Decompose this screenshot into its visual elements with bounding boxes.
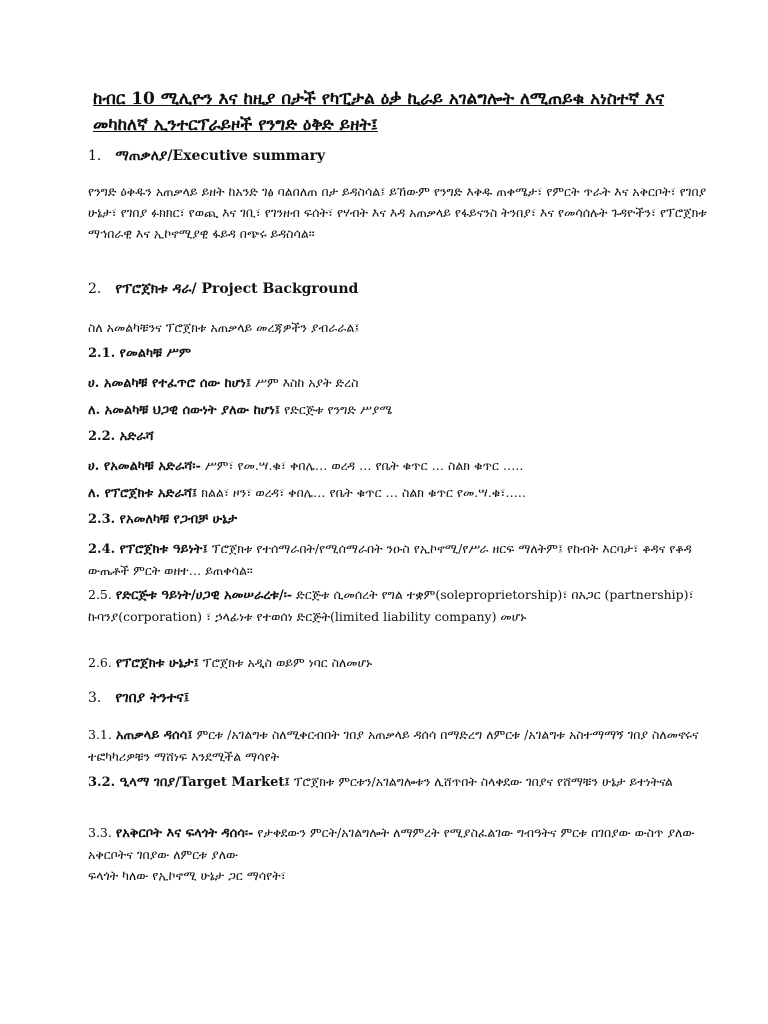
item-2-1-b-label: ለ. አመልካቹ ህጋዊ ሰውነት ያለው ከሆነ፤ [88,403,281,418]
subsection-3-2-text: ፕሮጀክቱ ምርቱን/አገልግሎቱን ሊሸጥበት ስላቀደው ገበያና የሸማቹን ሁኔታ ይተነትናል [293,774,673,789]
subsection-2-4-text: ፕሮጀክቱ የተሰማራበት/የሚሰማራበት ንዑስ የኢኮኖሚ/የሥራ ዘርፍ ማለትም፤ የከብት እርባታ፣ ቆዳና የቆዳ ውጤቶች ምርት ወዘተ… ይጠቀሳል። [88,541,692,578]
item-2-2-a-label: ሀ. የአመልካቹ አድራሻ፡- [88,459,201,474]
subsection-2-4-label: 2.4. የፕሮጀክቱ ዓይነት፤ [88,542,208,557]
subsection-2-3: 2.3. የአመለካቹ የጋብቻ ሁኔታ [88,512,238,527]
item-2-1-b [88,399,728,421]
subsection-2-5-label: የድርጅቱ ዓይነት/ሀጋዊ አመሠራረቱ/፡- [115,588,293,603]
section-1-number: 1. [88,148,102,164]
subsection-3-1-label: አጠቃላይ ዳሰሳ፤ [115,728,193,743]
subsection-2-5 [88,584,728,627]
item-2-2-b [88,482,728,504]
section-2-heading [88,279,728,300]
subsection-2-1: 2.1. የመልካቹ ሥም [88,346,192,361]
item-2-1-b-text: የድርጅቱ የንግድ ሥያሜ [284,402,393,417]
subsection-2-2: 2.2. አድራሻ [88,429,154,444]
subsection-3-3-text-1: የታቀደውን ምርት/አገልግሎት ለማምረት የሚያስፈልገው ግብዓትና ምርቱ በገበያው ውስጥ ያለው አቅርቦትና ገበያው ለምርቱ ያለው [88,825,695,862]
subsection-2-6-label: የፕሮጀክቱ ሁኔታ፤ [115,656,199,671]
item-2-1-a [88,372,728,394]
subsection-2-6-number: 2.6. [88,655,112,670]
section-2-title: የፕሮጀክቱ ዳራ/ Project Background [115,281,359,297]
subsection-2-4 [88,538,728,581]
subsection-3-1 [88,724,728,767]
subsection-3-1-text: ምርቱ /አገልግቱ ስለሚቀርብበት ገበያ አጠቃላይ ዳሰሳ በማድረግ ለምርቱ /አገልግቱ አስተማማኝ ገበያ ስለመኖሩና ተፎካካሪዎቹን ማሸነፍ እንደሚችል ማሳየት [88,727,699,764]
subsection-3-3-label: የአቅርቦት እና ፍላጎት ዳሰሳ፡- [115,826,254,841]
subsection-2-5-number: 2.5. [88,587,112,602]
subsection-3-3-text-2: ፍላጎት ካለው የኢኮኖሚ ሁኔታ ጋር ማሳየት፣ [88,868,286,883]
item-2-1-a-label: ሀ. አመልካቹ የተፈጥሮ ሰው ከሆነ፤ [88,376,252,391]
item-2-2-b-text: ክልል፣ ዞን፣ ወረዳ፣ ቀበሌ… የቤት ቁጥር … ስልክ ቁጥር የመ.ሣ.ቁ፣….. [201,485,526,500]
item-2-2-a-text: ሥም፣ የመ.ሣ.ቁ፣ ቀበሌ… ወረዳ … የቤት ቁጥር … ስልክ ቁጥር ….. [204,458,524,473]
subsection-3-3 [88,822,728,886]
subsection-3-2 [88,771,728,793]
item-2-2-a [88,455,728,477]
subsection-3-2-label: 3.2. ዒላማ ገበያ/Target Market፤ [88,775,290,790]
section-1-title: ማጠቃለያ/Executive summary [115,148,326,164]
document-title: ከብር 10 ሚሊዮን እና ከዚያ በታች የካፒታል ዕቃ ኪራይ አገልግሎት ለሚጠይቁ አነስተኛ እና መካከለኛ ኢንተርፕራይዞች የንግድ ዕቅድ ይዘት፤ [93,89,665,135]
subsection-2-6 [88,652,728,674]
section-3-heading [88,688,728,709]
section-1-body: የንግድ ዕቅዱን አጠቃላይ ይዘት ከአንድ ገፅ ባልበለጠ በታ ይዳስሳል፤ ይኸውም የንግድ እቅዱ ጠቀሜታ፣ የምርት ጥራት እና አቅርቦት፣ የገበያ ሁኔታ፣ የገበያ ፉክክር፣ የወጪ እና ገቢ፣ የገንዘብ ፍሰት፣ የሃብት እና እዳ አጠቃላይ የፋይናንስ ትንበያ፣ እና የመሳሰሉት ጉዳዮችን፣ የፕሮጀክቱ ማኅበራዊ እና ኢኮኖሚያዊ ፋይዳ በጭሩ ይዳስሳል። [88,184,707,241]
subsection-2-6-text: ፕሮጀክቱ አዲስ ወይም ነባር ስለመሆኑ [202,655,373,670]
item-2-2-b-label: ለ. የፕሮጀክቱ አድራሻ፤ [88,486,198,501]
section-3-title: የገበያ ትንተና፤ [115,690,190,706]
section-2-number: 2. [88,281,102,297]
section-1-heading [88,146,728,167]
section-2-intro: ስለ አመልካቹንና ፕሮጀክቱ አጠቃላይ መረጃዎችን ያብራራል፤ [88,320,360,335]
section-3-number: 3. [88,690,102,706]
subsection-3-1-number: 3.1. [88,727,112,742]
item-2-1-a-text: ሥም እስከ አያት ድረስ [255,375,359,390]
subsection-3-3-number: 3.3. [88,825,112,840]
subsection-2-5-text: ድርጅቱ ሲመሰረት የግል ተቋም(soleproprietorship)፣ በአጋር (partnership)፣ ኩባንያ(corporation) ፣ ኃላፊነቱ የተወሰነ ድርጅት(limited liability company) መሆኑ [88,587,694,624]
